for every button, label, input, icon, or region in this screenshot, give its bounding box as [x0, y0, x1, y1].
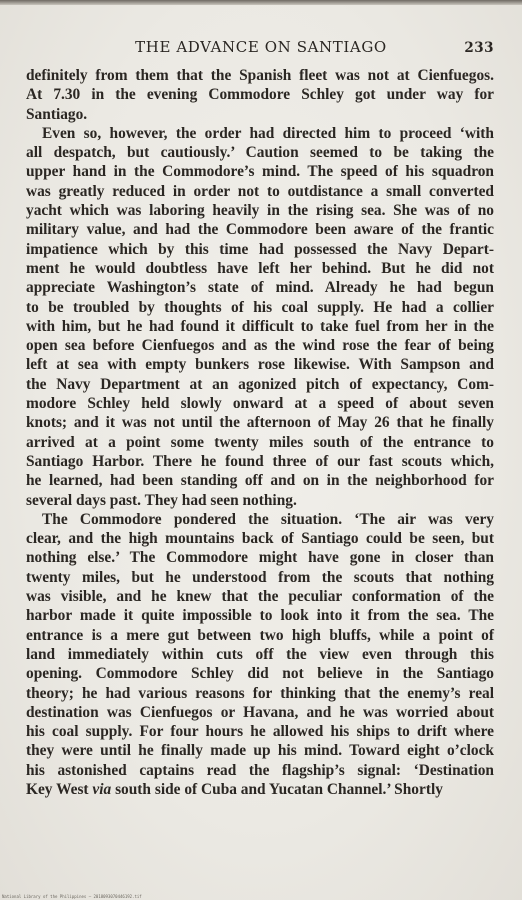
text-line: knots; and it was not until the afternoon of May 26 that he finally — [26, 414, 494, 432]
text-line: was visible, and he knew that the peculiar conformation of the — [26, 588, 494, 606]
page-number: 233 — [464, 40, 494, 56]
text-line: several days past. They had seen nothing. — [26, 491, 297, 509]
text-line: with him, but he had found it difficult to take fuel from her in the — [26, 317, 494, 335]
text-line: The Commodore pondered the situation. ‘The air was very — [42, 510, 494, 528]
text-line: appreciate Washington’s state of mind. Already he had begun — [26, 279, 494, 297]
text-line: theory; he had various reasons for thinking that the enemy’s real — [26, 684, 494, 702]
text-line: twenty miles, but he understood from the scouts that nothing — [26, 568, 494, 586]
text-line: land immediately within cuts off the view even through this — [26, 645, 494, 663]
running-head: THE ADVANCE ON SANTIAGO — [135, 38, 387, 56]
text-line: to be troubled by thoughts of his coal supply. He had a collier — [26, 298, 494, 316]
text-line: Santiago Harbor. There he found three of our fast scouts which, — [26, 452, 494, 470]
text-line: they were until he finally made up his mind. Toward eight o’clock — [26, 742, 494, 760]
text-line: was greatly reduced in order not to outdistance a small converted — [26, 182, 494, 200]
scan-edge — [0, 0, 522, 5]
text-line: left at sea with empty bunkers rose likewise. With Sampson and — [26, 356, 494, 374]
footer-stamp: National Library of the Philippines — 2018093070446192.tif — [2, 894, 142, 899]
page-header — [28, 38, 494, 60]
text-line: yacht which was laboring heavily in the rising sea. She was of no — [26, 202, 494, 220]
text-line: Santiago. — [26, 105, 88, 123]
text-line: definitely from them that the Spanish fleet was not at Cienfuegos. — [26, 67, 494, 84]
text-line: arrived at a point some twenty miles south of the entrance to — [26, 433, 494, 451]
text-line: his coal supply. For four hours he allowed his ships to drift where — [26, 723, 494, 741]
text-line: upper hand in the Commodore’s mind. The speed of his squadron — [26, 163, 494, 181]
text-line: open sea before Cienfuegos and as the wind rose the fear of being — [26, 337, 494, 355]
text-line: modore Schley held slowly onward at a speed of about seven — [26, 395, 494, 413]
paragraph — [26, 124, 494, 510]
body-text — [26, 66, 494, 799]
paragraph — [26, 510, 494, 799]
text-line: the Navy Department at an agonized pitch of expectancy, Com- — [26, 375, 494, 393]
text-line: ment he would doubtless have left her behind. But he did not — [26, 259, 494, 277]
text-line: clear, and the high mountains back of Santiago could be seen, but — [26, 530, 494, 548]
text-line: nothing else.’ The Commodore might have gone in closer than — [26, 549, 494, 567]
text-line: entrance is a mere gut between two high bluffs, while a point of — [26, 626, 494, 644]
text-line: At 7.30 in the evening Commodore Schley got under way for — [26, 86, 494, 104]
text-line: he learned, had been standing off and on in the neighborhood for — [26, 472, 494, 490]
text-line: Key West via south side of Cuba and Yucatan Channel.’ Shortly — [26, 780, 443, 798]
paragraph — [26, 66, 494, 124]
text-line: opening. Commodore Schley did not believe in the Santiago — [26, 665, 494, 683]
text-line: his astonished captains read the flagship’s signal: ‘Destination — [26, 761, 494, 779]
text-line: impatience which by this time had possessed the Navy Depart- — [26, 240, 494, 258]
text-line: destination was Cienfuegos or Havana, and he was worried about — [26, 703, 494, 721]
text-line: all despatch, but cautiously.’ Caution seemed to be taking the — [26, 144, 494, 162]
text-line: military value, and had the Commodore been aware of the frantic — [26, 221, 494, 239]
text-line: harbor made it quite impossible to look into it from the sea. The — [26, 607, 494, 625]
text-line: Even so, however, the order had directed him to proceed ‘with — [42, 124, 494, 142]
